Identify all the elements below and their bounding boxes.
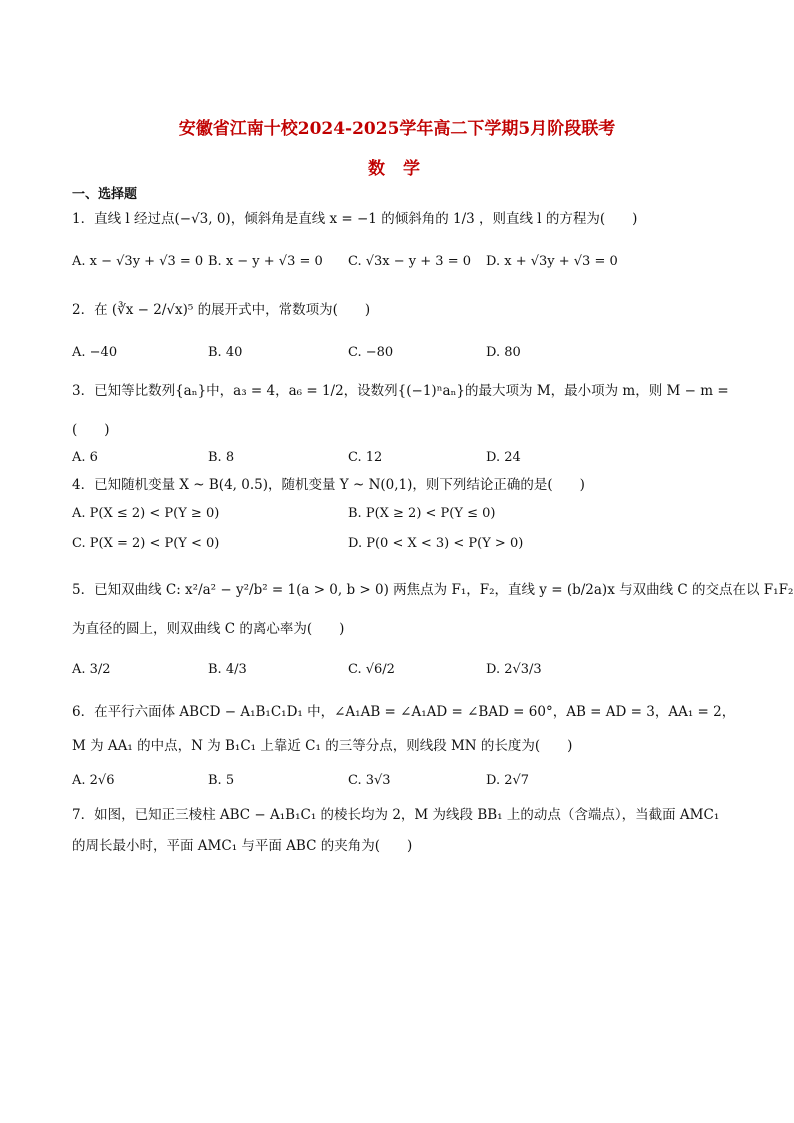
question-7-text-line-1: 7．如图，已知正三棱柱 ABC − A₁B₁C₁ 的棱长均为 2，M 为线段 BB₁ 上的动点（含端点），当截面 AMC₁	[72, 807, 720, 823]
option-b[interactable]: B. 40	[208, 345, 243, 360]
subject-heading: 数 学	[368, 159, 426, 179]
question-6-text-line-1: 6．在平行六面体 ABCD − A₁B₁C₁D₁ 中，∠A₁AB = ∠A₁AD = ∠BAD = 60°，AB = AD = 3，AA₁ = 2，	[72, 704, 736, 720]
option-d[interactable]: D. 2√7	[486, 773, 530, 788]
question-7-text-line-2: 的周长最小时，平面 AMC₁ 与平面 ABC 的夹角为( )	[72, 838, 413, 854]
option-b[interactable]: B. 8	[208, 450, 235, 465]
option-d[interactable]: D. x + √3y + √3 = 0	[486, 254, 618, 269]
option-b[interactable]: B. x − y + √3 = 0	[208, 254, 323, 269]
question-4	[72, 475, 727, 495]
option-d[interactable]: D. P(0 < X < 3) < P(Y > 0)	[348, 536, 524, 551]
option-a[interactable]: A. x − √3y + √3 = 0	[72, 254, 204, 269]
option-d[interactable]: D. 24	[486, 450, 521, 465]
option-a[interactable]: A. −40	[72, 345, 118, 360]
question-1-text: 1．直线 l 经过点(−√3, 0)，倾斜角是直线 x = −1 的倾斜角的 1/3 ，则直线 l 的方程为( )	[72, 211, 638, 227]
question-5-text-line-1: 5．已知双曲线 C: x²/a² − y²/b² = 1(a > 0, b > 0) 两焦点为 F₁，F₂，直线 y = (b/2a)x 与双曲线 C 的交点在以 F₁F₂	[72, 582, 794, 598]
option-d[interactable]: D. 80	[486, 345, 521, 360]
option-c[interactable]: C. 12	[348, 450, 383, 465]
option-a[interactable]: A. 3/2	[72, 662, 111, 677]
question-6-text-line-2: M 为 AA₁ 的中点，N 为 B₁C₁ 上靠近 C₁ 的三等分点，则线段 MN 的长度为( )	[72, 738, 573, 754]
option-a[interactable]: A. P(X ≤ 2) < P(Y ≥ 0)	[72, 506, 220, 521]
option-d[interactable]: D. 2√3/3	[486, 662, 542, 677]
question-7	[72, 805, 727, 825]
question-3-continued	[72, 420, 727, 440]
option-c[interactable]: C. P(X = 2) < P(Y < 0)	[72, 536, 220, 551]
question-4-text: 4．已知随机变量 X ~ B(4, 0.5)，随机变量 Y ~ N(0,1)，则下列结论正确的是( )	[72, 477, 585, 493]
option-b[interactable]: B. 4/3	[208, 662, 247, 677]
option-a[interactable]: A. 6	[72, 450, 98, 465]
question-6	[72, 702, 736, 722]
question-3-text-line-2: ( )	[72, 422, 110, 438]
question-2	[72, 300, 727, 320]
option-c[interactable]: C. 3√3	[348, 773, 391, 788]
question-6-continued	[72, 736, 727, 756]
option-b[interactable]: B. 5	[208, 773, 235, 788]
option-c[interactable]: C. √3x − y + 3 = 0	[348, 254, 471, 269]
option-b[interactable]: B. P(X ≥ 2) < P(Y ≤ 0)	[348, 506, 496, 521]
question-1	[72, 209, 727, 229]
question-3-text-line-1: 3．已知等比数列{aₙ}中，a₃ = 4，a₆ = 1/2，设数列{(−1)ⁿaₙ}的最大项为 M，最小项为 m，则 M − m =	[72, 383, 729, 399]
exam-title: 安徽省江南十校2024-2025学年高二下学期5月阶段联考	[178, 119, 616, 139]
question-2-text: 2．在 (∛x − 2/√x)⁵ 的展开式中，常数项为( )	[72, 302, 371, 318]
option-c[interactable]: C. −80	[348, 345, 394, 360]
option-c[interactable]: C. √6/2	[348, 662, 395, 677]
section-heading: 一、选择题	[72, 187, 138, 202]
question-5-continued	[72, 619, 727, 639]
option-a[interactable]: A. 2√6	[72, 773, 115, 788]
question-7-continued	[72, 836, 727, 856]
question-3	[72, 381, 727, 401]
question-5	[72, 580, 794, 600]
question-5-text-line-2: 为直径的圆上，则双曲线 C 的离心率为( )	[72, 621, 345, 637]
